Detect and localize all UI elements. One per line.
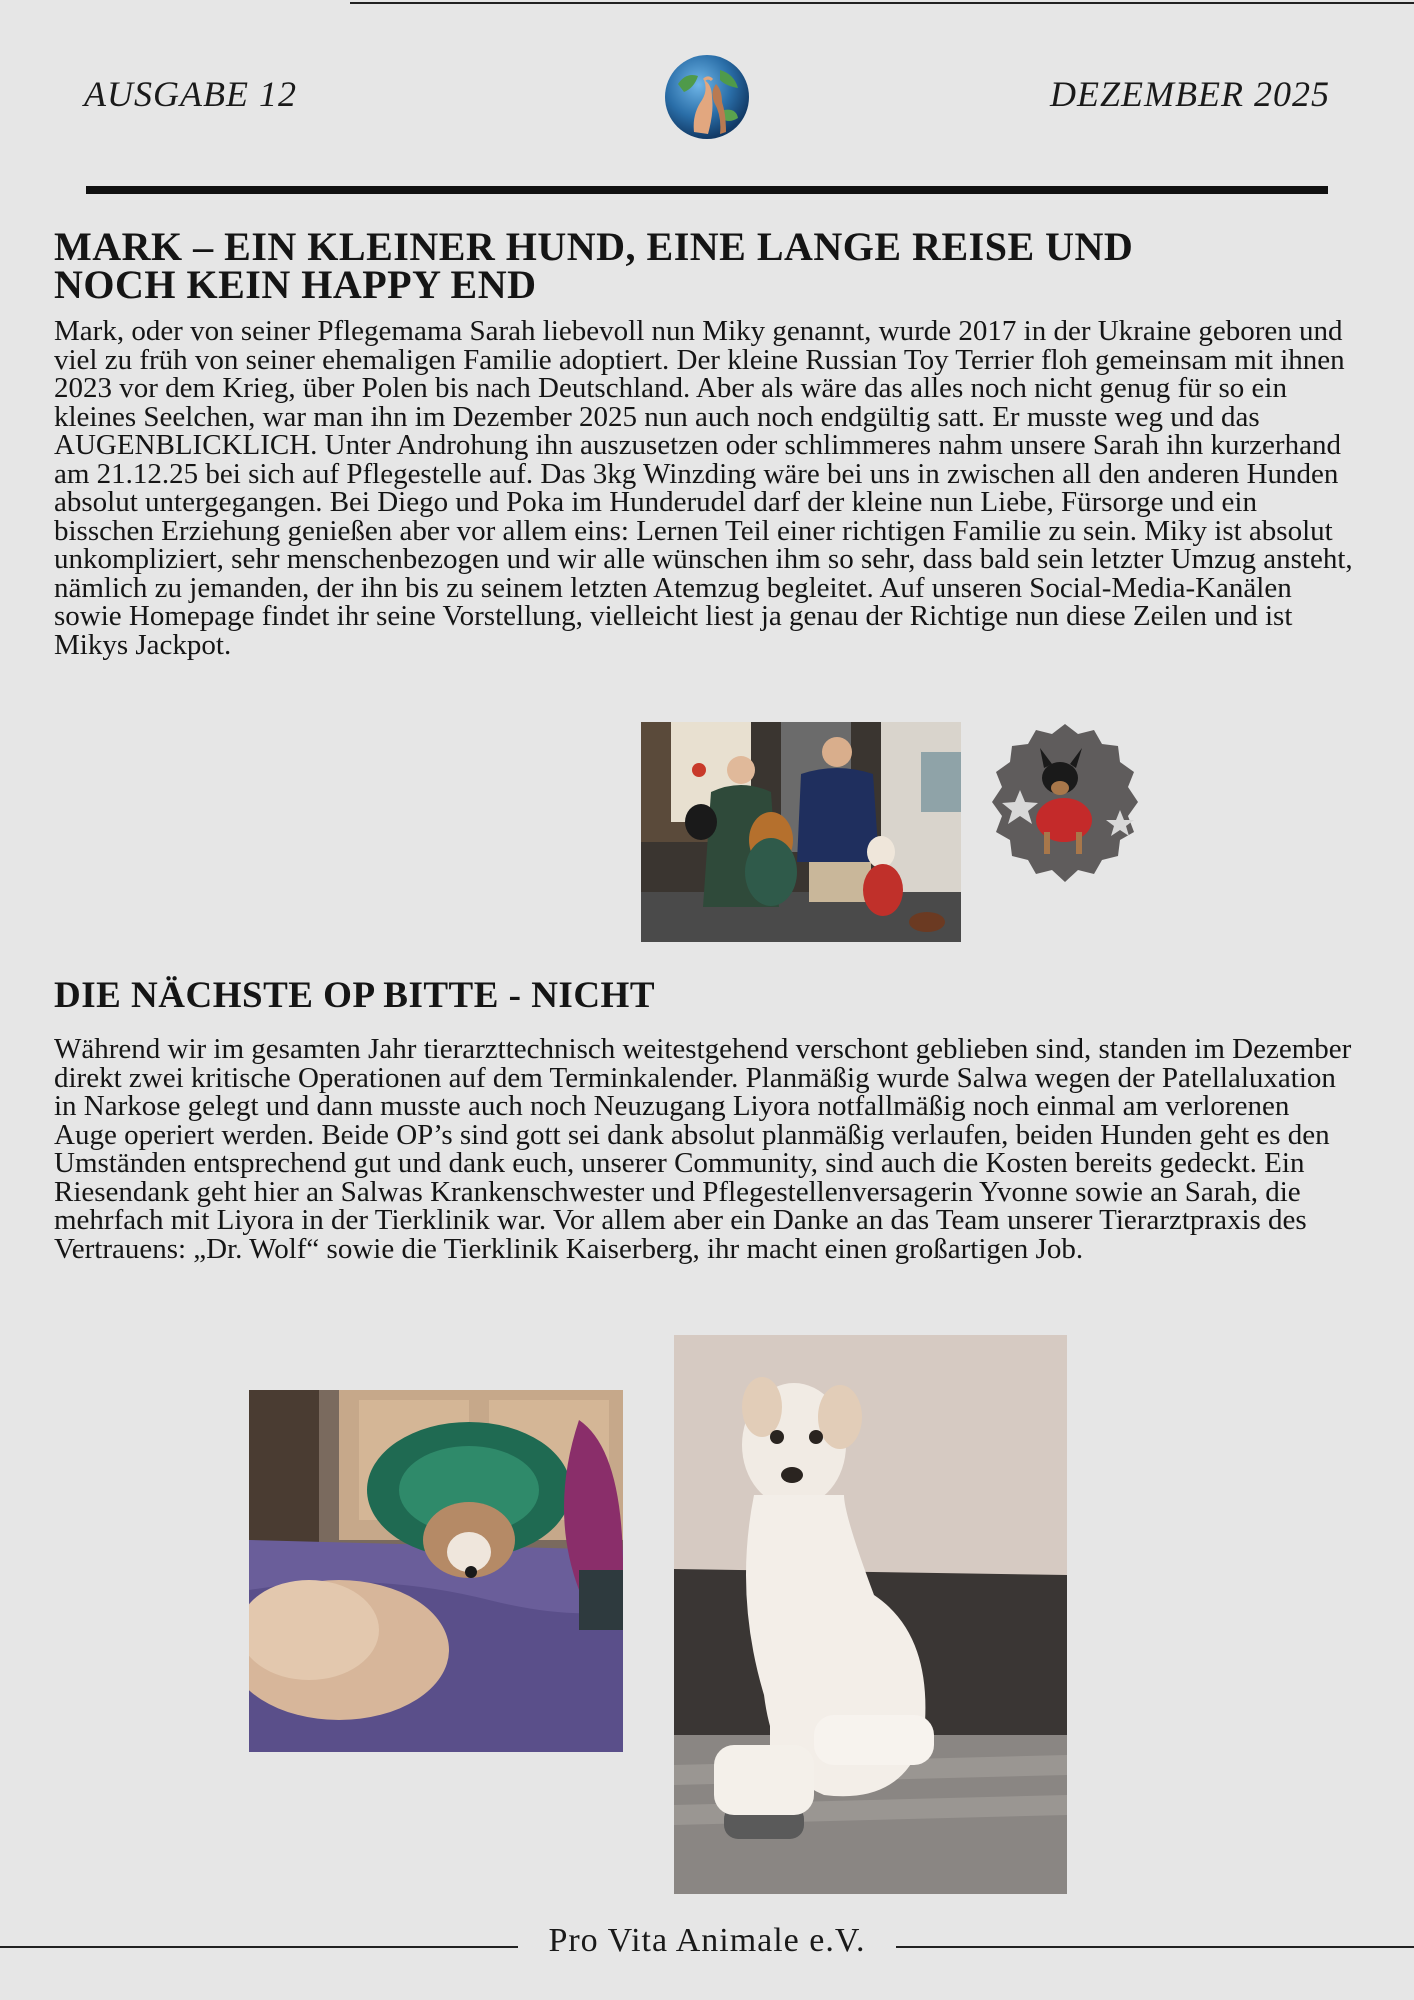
white-dog-bandaged-leg-photo <box>674 1335 1067 1894</box>
dog-with-cone-photo <box>249 1390 623 1752</box>
footer-organization: Pro Vita Animale e.V. <box>548 1922 866 1959</box>
issue-date: DEZEMBER 2025 <box>1050 74 1330 114</box>
article-title-mark: MARK – EIN KLEINER HUND, EINE LANGE REISE UND NOCH KEIN HAPPY END <box>54 224 1134 307</box>
article-body-mark: Mark, oder von seiner Pflegemama Sarah liebevoll nun Miky genannt, wurde 2017 in der Ukraine geboren und viel zu früh von seiner ehemaligen Familie adoptiert. Der kleine Russian Toy Terrier floh gemeinsam mit ihnen 2023 vor dem Krieg, über Polen bis nach Deutschland. Aber als wäre das alles noch nicht genug für so ein kleines Seelchen, war man ihn im Dezember 2025 nun auch noch endgültig satt. Er musste weg und das AUGENBLICKLICH. Unter Androhung ihn auszusetzen oder schlimmeres nahm unsere Sarah ihn kurzerhand am 21.12.25 bei sich auf Pflegestelle auf. Das 3kg Winzding wäre bei uns in zwischen all den anderen Hunden absolut untergegangen. Bei Diego und Poka im Hunderudel darf der kleine nun Liebe, Fürsorge und ein bisschen Erziehung genießen aber vor allem eins: Lernen Teil einer richtigen Familie zu sein. Miky ist absolut unkompliziert, sehr menschenbezogen und wir alle wünschen ihm so sehr, dass bald sein letzter Umzug ansteht, nämlich zu jemanden, der ihn bis zu seinem letzten Atemzug begleitet. Auf unseren Social-Media-Kanälen sowie Homepage findet ihr seine Vorstellung, vielleicht liest ja genau der Richtige nun diese Zeilen und ist Mikys Jackpot. <box>54 315 1353 661</box>
earth-hands-logo-icon <box>664 54 750 140</box>
article-body-op: Während wir im gesamten Jahr tierarzttechnisch weitestgehend verschont geblieben sind, standen im Dezember direkt zwei kritische Operationen auf dem Terminkalender. Planmäßig wurde Salwa wegen der Patellaluxation in Narkose gelegt und dann musste auch noch Neuzugang Liyora notfallmäßig noch einmal am verlorenen Auge operiert werden. Beide OP’s sind gott sei dank absolut planmäßig verlaufen, beiden Hunden geht es den Umständen entsprechend gut und dank euch, unserer Community, sind auch die Kosten bereits gedeckt. Ein Riesendank geht hier an Salwas Krankenschwester und Pflegestellenversagerin Yvonne sowie an Sarah, die mehrfach mit Liyora in der Tierklinik war. Vor allem aber ein Danke an das Team unserer Tierarztpraxis des Vertrauens: „Dr. Wolf“ sowie die Tierklinik Kaiserberg, ihr macht einen großartigen Job. <box>54 1033 1352 1265</box>
article-title-op: DIE NÄCHSTE OP BITTE - NICHT <box>54 975 655 1016</box>
issue-number: AUSGABE 12 <box>84 74 297 114</box>
top-divider <box>350 2 1414 4</box>
miky-portrait-badge <box>980 720 1150 890</box>
family-with-dogs-photo <box>641 722 961 942</box>
header-divider <box>86 186 1328 194</box>
